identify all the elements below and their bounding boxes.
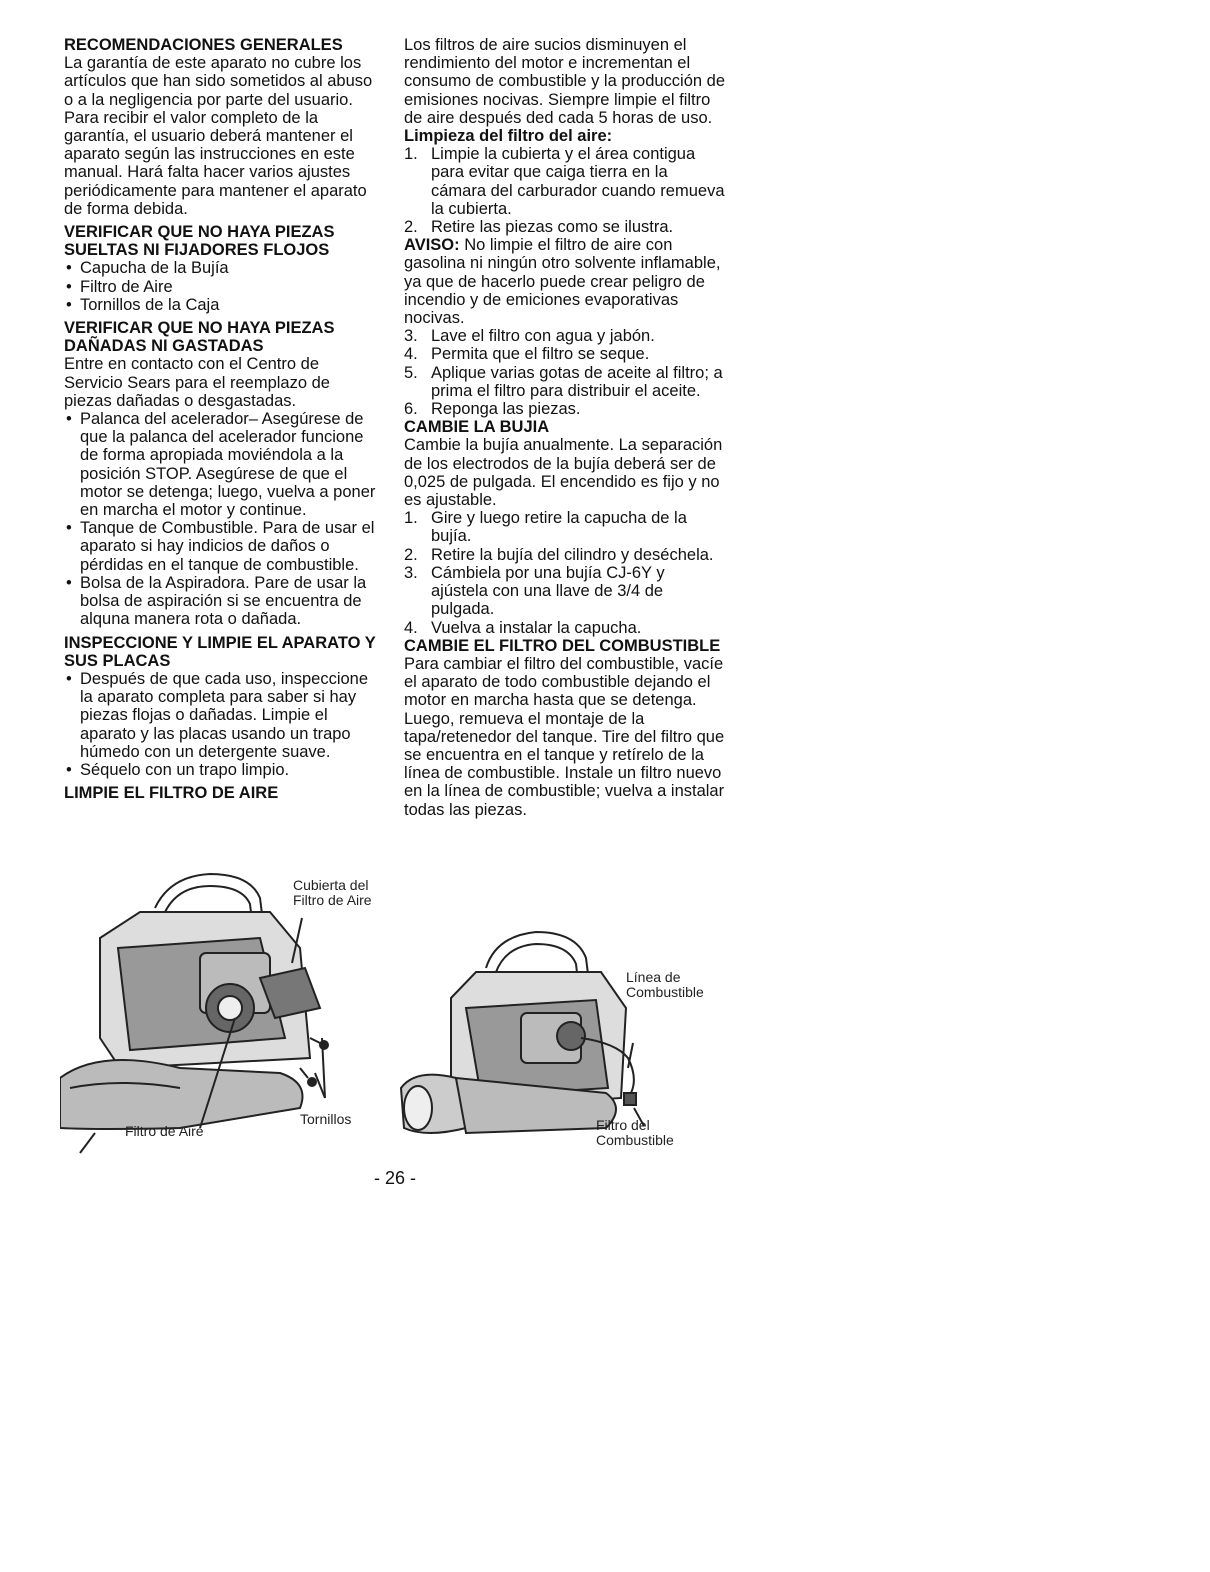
- list-item: • Séquelo con un trapo limpio.: [64, 761, 382, 779]
- bullet-list-piezas-sueltas: [64, 259, 382, 314]
- paragraph-bujia: Cambie la bujía anualmente. La separación de los electrodos de la bujía deberá ser de 0,025 de pulgada. El encendido es fijo y no es ajustable.: [404, 436, 723, 510]
- right-column: [404, 36, 726, 819]
- list-item: • Bolsa de la Aspiradora. Pare de usar la bolsa de aspiración si se encuentra de alquna manera rota o dañada.: [64, 574, 382, 629]
- list-item: • Capucha de la Bujía: [64, 259, 382, 277]
- list-item: • Filtro de Aire: [64, 278, 382, 296]
- section-title-limpie-filtro: LIMPIE EL FILTRO DE AIRE: [64, 784, 279, 803]
- numbered-list-limpieza-b: [404, 327, 726, 418]
- label-linea-combustible: Línea de Combustible: [626, 969, 704, 1000]
- list-item: 4. Vuelva a instalar la capucha.: [404, 618, 642, 637]
- list-item: 2. Retire las piezas como se ilustra.: [404, 218, 674, 237]
- left-column: [64, 36, 382, 802]
- list-item: 1. Gire y luego retire la capucha de la bujía.: [404, 509, 687, 546]
- section-title-filtro-combustible: CAMBIE EL FILTRO DEL COMBUSTIBLE: [404, 636, 721, 655]
- section-title-bujia: CAMBIE LA BUJIA: [404, 418, 550, 437]
- section-title-inspeccione: INSPECCIONE Y LIMPIE EL APARATO Y SUS PLACAS: [64, 633, 376, 670]
- label-filtro-aire: Filtro de Aire: [125, 1123, 204, 1139]
- numbered-list-limpieza-a: [404, 145, 726, 236]
- aviso-text: No limpie el filtro de aire con gasolina ni ningún otro solvente inflamable, ya que de hacerlo puede crear peligro de incendio y de emiciones evaporativas nocivas.: [404, 236, 721, 328]
- list-item: • Después de que cada uso, inspeccione la aparato completa para saber si hay piezas flojas o dañadas. Limpie el aparato y las placas usando un trapo húmedo con un detergente suave.: [64, 670, 382, 761]
- list-item: 1. Limpie la cubierta y el área contigua para evitar que caiga tierra en la cámara del carburador cuando remueva la cubierta.: [404, 145, 725, 218]
- label-cubierta: Cubierta del Filtro de Aire: [293, 877, 372, 908]
- aviso-paragraph: [404, 236, 726, 327]
- aviso-label: AVISO:: [404, 236, 460, 255]
- label-tornillos: Tornillos: [300, 1111, 352, 1127]
- list-item: 5. Aplique varias gotas de aceite al filtro; a prima el filtro para distribuir el aceite.: [404, 363, 723, 400]
- list-item: 4. Permita que el filtro se seque.: [404, 345, 650, 364]
- page-number: - 26 -: [373, 1168, 416, 1188]
- list-item: • Tornillos de la Caja: [64, 296, 382, 314]
- bullet-list-inspeccione: [64, 670, 382, 779]
- bullet-list-piezas-danadas: [64, 410, 382, 628]
- figure-air-filter: [60, 868, 380, 1158]
- list-item: • Tanque de Combustible. Para de usar el aparato si hay indicios de daños o pérdidas en el tanque de combustible.: [64, 519, 382, 574]
- numbered-list-bujia: [404, 509, 726, 636]
- list-item: 3. Cámbiela por una bujía CJ-6Y y ajústela con una llave de 3/4 de pulgada.: [404, 563, 665, 619]
- paragraph-piezas-danadas: Entre en contacto con el Centro de Servicio Sears para el reemplazo de piezas dañadas o desgastadas.: [64, 355, 330, 410]
- paragraph-intro: Los filtros de aire sucios disminuyen el rendimiento del motor e incrementan el consumo de combustible y la producción de emisiones nocivas. Siempre limpie el filtro de aire después ded cada 5 horas de uso.: [404, 36, 726, 127]
- label-filtro-combustible: Filtro del Combustible: [596, 1117, 674, 1148]
- subheading-limpieza: Limpieza del filtro del aire:: [404, 127, 613, 146]
- list-item: • Palanca del acelerador– Asegúrese de que la palanca del acelerador funcione de forma apropiada moviéndola a la posición STOP. Asegúrese de que el motor se detenga; luego, vuelva a poner en marcha el motor y continue.: [64, 410, 382, 519]
- figure-fuel-filter: [396, 928, 726, 1153]
- list-item: 2. Retire la bujía del cilindro y deséchela.: [404, 545, 714, 564]
- list-item: 3. Lave el filtro con agua y jabón.: [404, 327, 655, 346]
- section-title-piezas-danadas: VERIFICAR QUE NO HAYA PIEZAS DAÑADAS NI GASTADAS: [64, 319, 335, 356]
- paragraph-recomendaciones: La garantía de este aparato no cubre los artículos que han sido sometidos al abuso o a la negligencia por parte del usuario. Para recibir el valor completo de la garantía, el usuario deberá mantener el aparato según las instrucciones en este manual. Hará falta hacer varios ajustes periódicamente para mantener el aparato de forma debida.: [64, 54, 373, 218]
- list-item: 6. Reponga las piezas.: [404, 400, 581, 419]
- section-title-piezas-sueltas: VERIFICAR QUE NO HAYA PIEZAS SUELTAS NI FIJADORES FLOJOS: [64, 223, 335, 260]
- section-title-recomendaciones: RECOMENDACIONES GENERALES: [64, 36, 343, 54]
- paragraph-filtro-combustible: Para cambiar el filtro del combustible, vacíe el aparato de todo combustible dejando el motor en marcha hasta que se detenga. Luego, remueva el montaje de la tapa/retenedor del tanque. Tire del filtro que se encuentra en el tanque y retírelo de la línea de combustible. Instale un filtro nuevo en la línea de combustible; vuelva a instalar todas las piezas.: [404, 654, 725, 819]
